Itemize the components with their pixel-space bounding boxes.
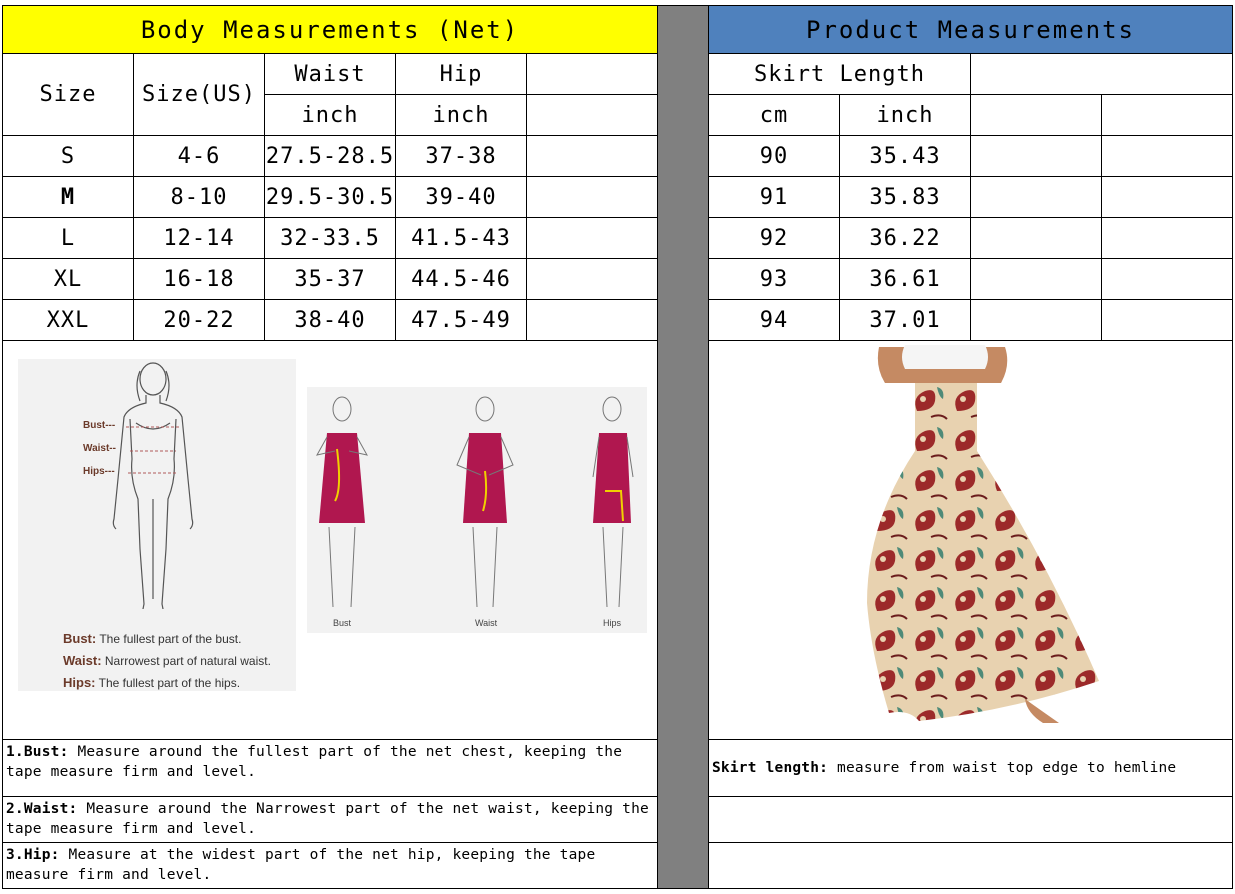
note-text: measure from waist top edge to hemline — [828, 760, 1177, 776]
hip-cell: 41.5-43 — [395, 217, 527, 259]
inch-cell: 36.61 — [839, 258, 971, 300]
inch-cell: 35.43 — [839, 135, 971, 177]
skirt-product-photo — [709, 341, 1234, 739]
note-text: Measure around the fullest part of the net chest, keeping the tape measure firm and level. — [6, 744, 623, 780]
empty-cell — [970, 94, 1102, 136]
empty-cell — [526, 135, 658, 177]
waist-cell: 29.5-30.5 — [264, 176, 396, 218]
product-measurements-header: Product Measurements — [708, 5, 1233, 54]
dress-label-bust: Bust — [333, 618, 352, 628]
empty-cell — [970, 299, 1102, 341]
unit-inch: inch — [839, 94, 971, 136]
waist-cell: 32-33.5 — [264, 217, 396, 259]
unit-waist-inch: inch — [264, 94, 396, 136]
hip-cell: 37-38 — [395, 135, 527, 177]
empty-cell — [970, 217, 1102, 259]
legend-bust — [63, 631, 241, 646]
body-measure-illustration-area — [2, 340, 658, 740]
legend-term: Hips: — [63, 675, 96, 690]
legend-waist — [63, 653, 271, 668]
cm-cell: 90 — [708, 135, 840, 177]
size-cell: XL — [2, 258, 134, 300]
waist-cell: 35-37 — [264, 258, 396, 300]
note-waist — [2, 796, 658, 843]
note-text: Measure around the Narrowest part of the net waist, keeping the tape measure firm and level. — [6, 801, 649, 837]
legend-desc: The fullest part of the hips. — [98, 676, 241, 690]
note-hip — [2, 842, 658, 889]
legend-desc: The fullest part of the bust. — [99, 632, 242, 646]
col-header-size: Size — [2, 53, 134, 136]
size-us-cell: 8-10 — [133, 176, 265, 218]
note-bust — [2, 739, 658, 797]
empty-cell — [970, 258, 1102, 300]
size-cell: L — [2, 217, 134, 259]
legend-term: Waist: — [63, 653, 102, 668]
empty-cell — [1101, 135, 1233, 177]
empty-note-row — [708, 796, 1233, 843]
legend-term: Bust: — [63, 631, 97, 646]
figure-label-bust: Bust--- — [83, 420, 116, 431]
note-term: 1.Bust: — [6, 744, 69, 760]
size-cell: XXL — [2, 299, 134, 341]
empty-cell — [970, 53, 1233, 95]
empty-cell — [1101, 299, 1233, 341]
gray-divider-column — [657, 5, 709, 889]
note-text: Measure at the widest part of the net hip, keeping the tape measure firm and level. — [6, 847, 596, 883]
col-header-size-us: Size(US) — [133, 53, 265, 136]
waist-cell: 27.5-28.5 — [264, 135, 396, 177]
empty-cell — [526, 299, 658, 341]
cm-cell: 91 — [708, 176, 840, 218]
empty-note-row — [708, 842, 1233, 889]
empty-cell — [526, 94, 658, 136]
product-image-area — [708, 340, 1233, 740]
size-us-cell: 12-14 — [133, 217, 265, 259]
cm-cell: 93 — [708, 258, 840, 300]
size-cell: M — [2, 176, 134, 218]
note-term: 2.Waist: — [6, 801, 78, 817]
hip-cell: 44.5-46 — [395, 258, 527, 300]
col-header-waist: Waist — [264, 53, 396, 95]
body-outline-icon — [18, 359, 296, 609]
note-skirt-length — [708, 739, 1233, 797]
unit-cm: cm — [708, 94, 840, 136]
inch-cell: 36.22 — [839, 217, 971, 259]
empty-cell — [526, 217, 658, 259]
empty-cell — [1101, 176, 1233, 218]
dress-figures-icon — [307, 387, 647, 617]
col-header-skirt-length: Skirt Length — [708, 53, 971, 95]
figure-label-waist: Waist-- — [83, 443, 116, 454]
hip-cell: 47.5-49 — [395, 299, 527, 341]
size-cell: S — [2, 135, 134, 177]
dress-label-hips: Hips — [603, 618, 622, 628]
body-figure-panel — [18, 359, 296, 691]
unit-hip-inch: inch — [395, 94, 527, 136]
waist-cell: 38-40 — [264, 299, 396, 341]
cm-cell: 92 — [708, 217, 840, 259]
hip-cell: 39-40 — [395, 176, 527, 218]
dress-figures-panel — [307, 387, 647, 633]
col-header-hip: Hip — [395, 53, 527, 95]
inch-cell: 37.01 — [839, 299, 971, 341]
figure-label-hips: Hips--- — [83, 466, 115, 477]
inch-cell: 35.83 — [839, 176, 971, 218]
note-term: 3.Hip: — [6, 847, 60, 863]
cm-cell: 94 — [708, 299, 840, 341]
size-us-cell: 20-22 — [133, 299, 265, 341]
empty-cell — [970, 135, 1102, 177]
note-term: Skirt length: — [712, 760, 829, 776]
empty-cell — [1101, 94, 1233, 136]
legend-hips — [63, 675, 240, 690]
size-us-cell: 16-18 — [133, 258, 265, 300]
empty-cell — [526, 53, 658, 95]
body-measurements-header: Body Measurements (Net) — [2, 5, 658, 54]
empty-cell — [526, 176, 658, 218]
size-us-cell: 4-6 — [133, 135, 265, 177]
legend-desc: Narrowest part of natural waist. — [104, 654, 271, 668]
empty-cell — [1101, 258, 1233, 300]
dress-label-waist: Waist — [475, 618, 498, 628]
empty-cell — [526, 258, 658, 300]
empty-cell — [1101, 217, 1233, 259]
empty-cell — [970, 176, 1102, 218]
